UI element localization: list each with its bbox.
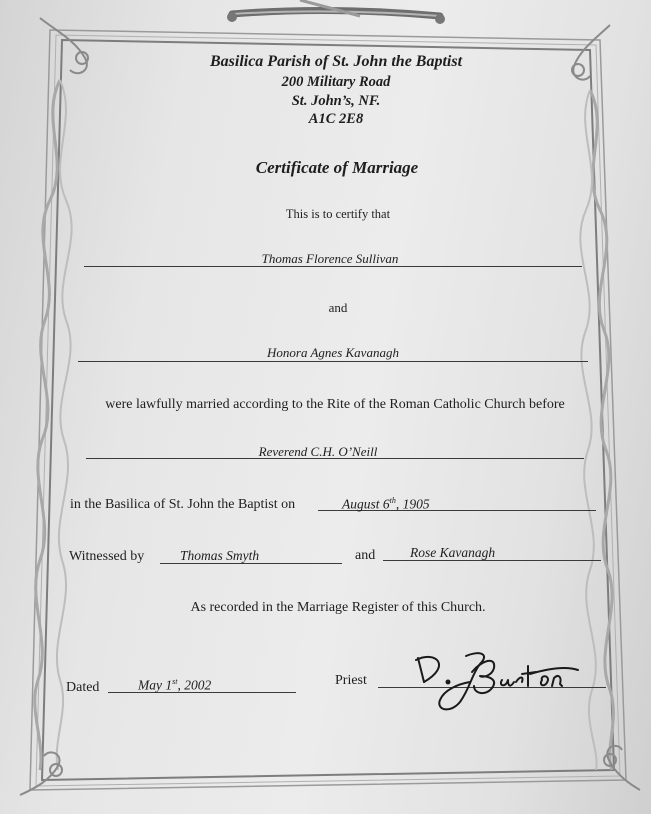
bride-name: Honora Agnes Kavanagh (267, 345, 399, 360)
certify-text: This is to certify that (285, 207, 391, 221)
priest-signature (410, 646, 580, 718)
dated-year: , 2002 (177, 677, 212, 693)
witnessed-label: Witnessed by (69, 549, 145, 564)
marriage-date-day: August 6 (342, 496, 390, 512)
location-text: in the Basilica of St. John the Baptist on (70, 497, 296, 512)
address-line-2: St. John’s, NF. (291, 93, 381, 109)
witness-2-name: Rose Kavanagh (410, 545, 496, 560)
marriage-date (342, 496, 430, 513)
priest-label: Priest (335, 673, 367, 688)
witness-1-name: Thomas Smyth (180, 548, 260, 563)
parish-name: Basilica Parish of St. John the Baptist (209, 53, 463, 70)
officiant-name: Reverend C.H. O’Neill (258, 444, 378, 459)
groom-name: Thomas Florence Sullivan (261, 251, 399, 266)
and-text: and (328, 300, 348, 315)
marriage-date-year: , 1905 (395, 496, 430, 512)
dated-date (138, 677, 211, 694)
register-text: As recorded in the Marriage Register of this Church. (190, 600, 486, 615)
witness-and-text: and (355, 548, 376, 563)
address-line-1: 200 Military Road (281, 74, 391, 90)
certificate-title: Certificate of Marriage (255, 158, 419, 177)
dated-label: Dated (66, 680, 100, 695)
bride-line (78, 361, 588, 362)
dated-suffix: st (172, 677, 178, 686)
postal-code: A1C 2E8 (308, 111, 364, 127)
rite-text: were lawfully married according to the Rite of the Roman Catholic Church before (105, 397, 565, 412)
dated-day: May 1 (138, 677, 173, 693)
marriage-date-suffix: th (389, 496, 396, 505)
